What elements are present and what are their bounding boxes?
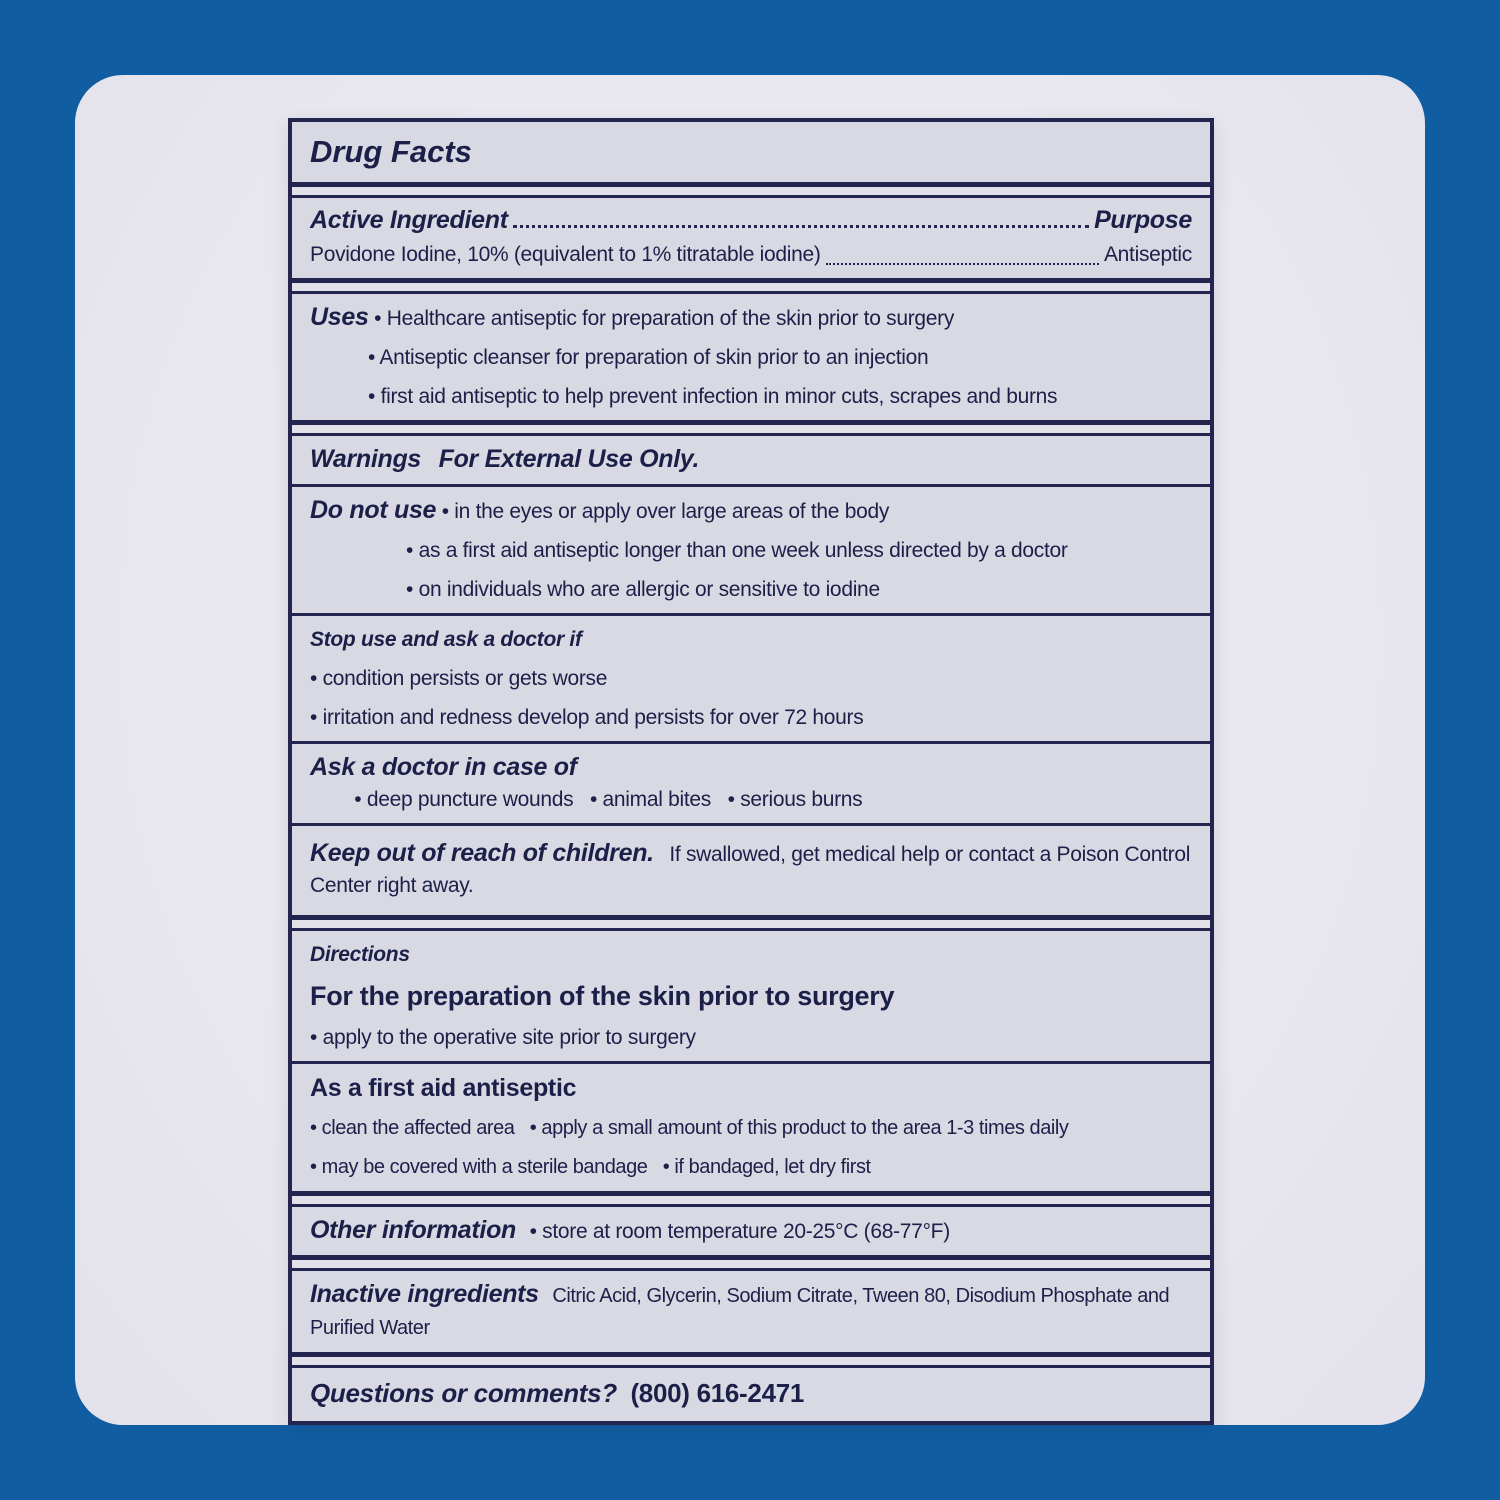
external-use-only: For External Use Only. (438, 445, 700, 473)
section-divider (292, 182, 1210, 198)
section-inactive-ingredients (292, 1271, 1210, 1352)
inactive-ingredients-text: Citric Acid, Glycerin, Sodium Citrate, Tween 80, Disodium Phosphate and Purified Water (310, 1285, 1170, 1339)
purpose-heading: Purpose (1094, 206, 1192, 234)
section-stop-use (292, 616, 1210, 741)
active-ingredient-value: Povidone Iodine, 10% (equivalent to 1% titratable iodine) (310, 243, 821, 266)
ask-doctor-heading: Ask a doctor in case of (310, 753, 577, 781)
product-photo-card (75, 75, 1425, 1425)
uses-bullet: • Antiseptic cleanser for preparation of skin prior to an injection (368, 346, 929, 369)
surgery-prep-heading: For the preparation of the skin prior to surgery (310, 981, 895, 1011)
do-not-use-bullet: • on individuals who are allergic or sensitive to iodine (406, 578, 880, 601)
section-divider (292, 1255, 1210, 1271)
section-active-ingredient (292, 198, 1210, 278)
uses-bullet: • Healthcare antiseptic for preparation of the skin prior to surgery (374, 307, 955, 330)
do-not-use-bullet: • as a first aid antiseptic longer than one week unless directed by a doctor (406, 539, 1068, 562)
section-other-information (292, 1207, 1210, 1255)
section-divider (292, 1191, 1210, 1207)
section-divider (292, 1352, 1210, 1368)
stop-use-bullet: • irritation and redness develop and persists for over 72 hours (310, 706, 864, 729)
drug-facts-label (288, 118, 1214, 1425)
section-directions (292, 931, 1210, 1061)
ask-doctor-items: • deep puncture wounds • animal bites • serious burns (354, 788, 863, 811)
purpose-value: Antiseptic (1103, 243, 1192, 266)
section-ask-doctor (292, 744, 1210, 823)
stop-use-bullet: • condition persists or gets worse (310, 667, 608, 690)
dotted-leader (513, 225, 1089, 228)
drug-facts-title: Drug Facts (310, 134, 472, 169)
section-keep-out-of-reach (292, 826, 1210, 915)
first-aid-line: • may be covered with a sterile bandage • if bandaged, let dry first (310, 1156, 871, 1178)
questions-heading: Questions or comments? (310, 1378, 617, 1408)
do-not-use-bullet: • in the eyes or apply over large areas of the body (441, 500, 890, 523)
uses-bullet: • first aid antiseptic to help prevent infection in minor cuts, scrapes and burns (368, 385, 1058, 408)
other-information-heading: Other information (310, 1216, 517, 1244)
directions-heading: Directions (310, 943, 410, 966)
dotted-leader (826, 263, 1099, 265)
section-warnings-heading (292, 436, 1210, 484)
warnings-heading: Warnings (310, 445, 422, 473)
inactive-ingredients-heading: Inactive ingredients (310, 1280, 539, 1308)
keep-out-text: If swallowed, get medical help or contact a Poison Control Center right away. (310, 843, 1191, 897)
section-divider (292, 278, 1210, 294)
first-aid-line: • clean the affected area • apply a small amount of this product to the area 1-3 times daily (310, 1117, 1069, 1139)
do-not-use-heading: Do not use (310, 496, 437, 524)
active-ingredient-heading: Active Ingredient (310, 206, 508, 234)
other-information-text: • store at room temperature 20-25°C (68-77°F) (529, 1220, 950, 1243)
section-divider (292, 420, 1210, 436)
section-questions (292, 1368, 1210, 1421)
section-do-not-use (292, 487, 1210, 613)
stop-use-heading: Stop use and ask a doctor if (310, 628, 582, 651)
surgery-prep-bullet: • apply to the operative site prior to surgery (310, 1026, 696, 1049)
questions-phone: (800) 616-2471 (630, 1378, 805, 1408)
section-divider (292, 915, 1210, 931)
keep-out-heading: Keep out of reach of children. (310, 839, 654, 867)
first-aid-heading: As a first aid antiseptic (310, 1074, 577, 1102)
section-uses (292, 294, 1210, 420)
section-first-aid (292, 1064, 1210, 1191)
uses-heading: Uses (310, 303, 369, 331)
